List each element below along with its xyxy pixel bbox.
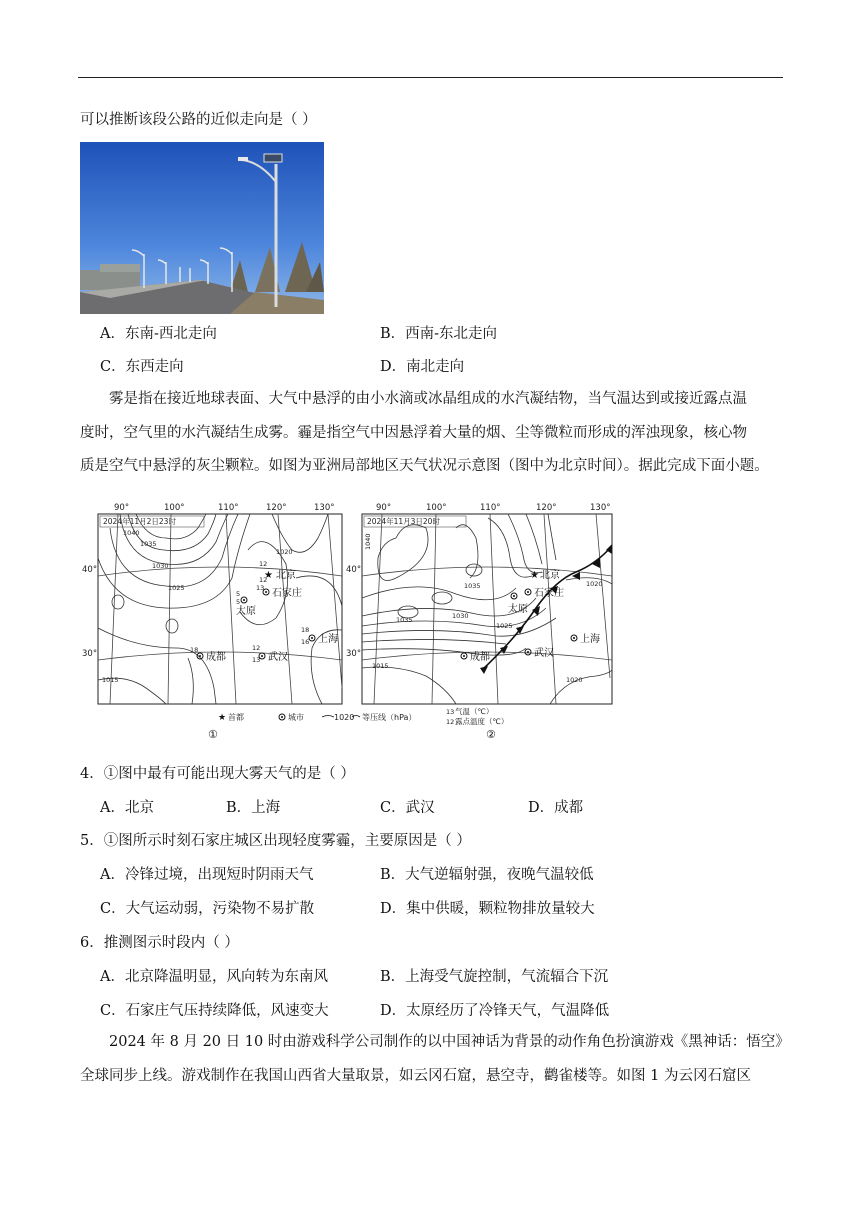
map-date: 2024年11月2日23时 [103, 517, 176, 526]
city-label: 石家庄 [534, 588, 564, 599]
lat-label: 40° [82, 565, 98, 575]
lon-label: 120° [266, 503, 287, 513]
isobar-label: 1020 [586, 580, 603, 588]
lon-label: 90° [114, 503, 130, 513]
lon-label: 100° [426, 503, 447, 513]
q6-option-b: B．上海受气旋控制，气流辐合下沉 [380, 969, 609, 985]
q5-option-c: C．大气运动弱，污染物不易扩散 [100, 901, 315, 917]
game-passage [80, 1026, 790, 1093]
city-label: 上海 [580, 634, 600, 645]
q5-option-b: B．大气逆辐射强，夜晚气温较低 [380, 867, 594, 883]
lat-label: 30° [82, 649, 98, 659]
city-label: 北京 [276, 570, 296, 581]
isobar-label: 1020 [566, 676, 583, 684]
isobar-label: 1030 [452, 612, 469, 620]
q6-stem: 6．推测图示时段内（ ） [80, 935, 239, 951]
lon-label: 90° [376, 503, 392, 513]
isobar-label: 1035 [396, 616, 413, 624]
station-value: 13 [252, 656, 261, 664]
station-value: 13 [256, 584, 265, 592]
city-label: 成都 [206, 652, 226, 663]
option-d: D．南北走向 [380, 359, 465, 375]
lon-label: 110° [480, 503, 501, 513]
q6-option-c: C．石家庄气压持续降低，风速变大 [100, 1003, 329, 1019]
isobar-label: 1020 [276, 548, 293, 556]
isobar-label: 1035 [140, 540, 157, 548]
map-number-1: ① [208, 728, 218, 741]
q4-option-c: C．武汉 [380, 800, 435, 816]
station-value: 12 [252, 644, 261, 652]
fog-passage [80, 383, 783, 484]
isobar-label: 1015 [102, 676, 119, 684]
q4-option-a: A．北京 [100, 800, 154, 816]
city-label: 武汉 [534, 648, 554, 659]
isobar-label: 1030 [152, 562, 169, 570]
station-value: 18 [301, 626, 310, 634]
isobar-label: 1035 [464, 582, 481, 590]
city-label: 北京 [540, 570, 560, 581]
lon-label: 110° [218, 503, 239, 513]
capital-star-icon: ★ [264, 570, 273, 581]
q4-option-d: D．成都 [528, 800, 584, 816]
lat-label: 30° [346, 649, 362, 659]
city-label: 成都 [470, 652, 490, 663]
legend-city: 城市 [288, 713, 304, 722]
capital-star-icon: ★ [530, 570, 539, 581]
q5-stem: 5．①图所示时刻石家庄城区出现轻度雾霾，主要原因是（ ） [80, 833, 471, 849]
station-value: 12 [259, 560, 268, 568]
map-number-2: ② [486, 728, 496, 741]
city-label: 石家庄 [272, 588, 302, 599]
option-a: A．东南-西北走向 [100, 326, 217, 342]
passage-line: 度时，空气里的水汽凝结生成雾。霾是指空气中因悬浮着大量的烟、尘等微粒而形成的浑浊现象，核心物 [80, 424, 747, 441]
header-rule [78, 77, 783, 78]
station-value: 5 [236, 598, 241, 606]
map-legend [208, 706, 508, 741]
station-value: 18 [190, 646, 199, 654]
q6-option-d: D．太原经历了冷锋天气，气温降低 [380, 1003, 610, 1019]
legend-dew: 露点温度（℃） [455, 717, 509, 726]
isobar-label: 1040 [364, 533, 372, 550]
q4-stem: 4．①图中最有可能出现大雾天气的是（ ） [80, 766, 355, 782]
q6-option-a: A．北京降温明显，风向转为东南风 [100, 969, 328, 985]
weather-map-1 [82, 503, 342, 704]
isobar-label: 1025 [496, 622, 513, 630]
legend-isobar-value: 1020 [334, 713, 355, 722]
capital-legend-star-icon: ★ [218, 713, 227, 723]
station-value: 16 [301, 638, 310, 646]
q4-option-b: B．上海 [226, 800, 281, 816]
isobar-label: 1025 [168, 584, 185, 592]
weather-maps-figure [82, 498, 616, 743]
city-label: 太原 [508, 604, 528, 615]
legend-temp: 气温（℃） [455, 707, 494, 716]
city-label: 太原 [236, 606, 256, 617]
legend-dew-num: 12 [446, 718, 455, 726]
lon-label: 130° [590, 503, 611, 513]
isobar-label: 1015 [372, 662, 389, 670]
question-stem: 可以推断该段公路的近似走向是（ ） [80, 112, 317, 128]
lon-label: 100° [164, 503, 185, 513]
passage-line: 雾是指在接近地球表面、大气中悬浮的由小水滴或冰晶组成的水汽凝结物，当气温达到或接近露点温 [109, 391, 747, 407]
lat-label: 40° [346, 565, 362, 575]
q5-option-d: D．集中供暖，颗粒物排放量较大 [380, 901, 595, 917]
option-b: B．西南-东北走向 [380, 326, 498, 342]
legend-isobar: 等压线（hPa） [362, 713, 417, 722]
station-value: 5 [236, 590, 241, 598]
lon-label: 120° [536, 503, 557, 513]
weather-map-2 [346, 503, 612, 704]
legend-temp-num: 13 [446, 708, 455, 716]
passage-line: 全球同步上线。游戏制作在我国山西省大量取景，如云冈石窟，悬空寺，鹳雀楼等。如图 1 为云冈石窟区 [80, 1067, 751, 1084]
city-label: 武汉 [268, 652, 288, 663]
station-value: 12 [259, 576, 268, 584]
road-streetlight-photo [80, 142, 324, 314]
legend-capital: 首都 [228, 713, 244, 722]
passage-line: 2024 年 8 月 20 日 10 时由游戏科学公司制作的以中国神话为背景的动作角色扮演游戏《黑神话：悟空》 [109, 1034, 790, 1050]
map-date: 2024年11月3日20时 [367, 517, 440, 526]
lon-label: 130° [314, 503, 335, 513]
q5-option-a: A．冷锋过境，出现短时阴雨天气 [100, 867, 314, 883]
passage-line: 质是空气中悬浮的灰尘颗粒。如图为亚洲局部地区天气状况示意图（图中为北京时间）。据此完成下面小题。 [80, 458, 769, 474]
option-c: C．东西走向 [100, 359, 184, 375]
city-label: 上海 [318, 634, 338, 645]
isobar-label: 1040 [123, 529, 140, 537]
